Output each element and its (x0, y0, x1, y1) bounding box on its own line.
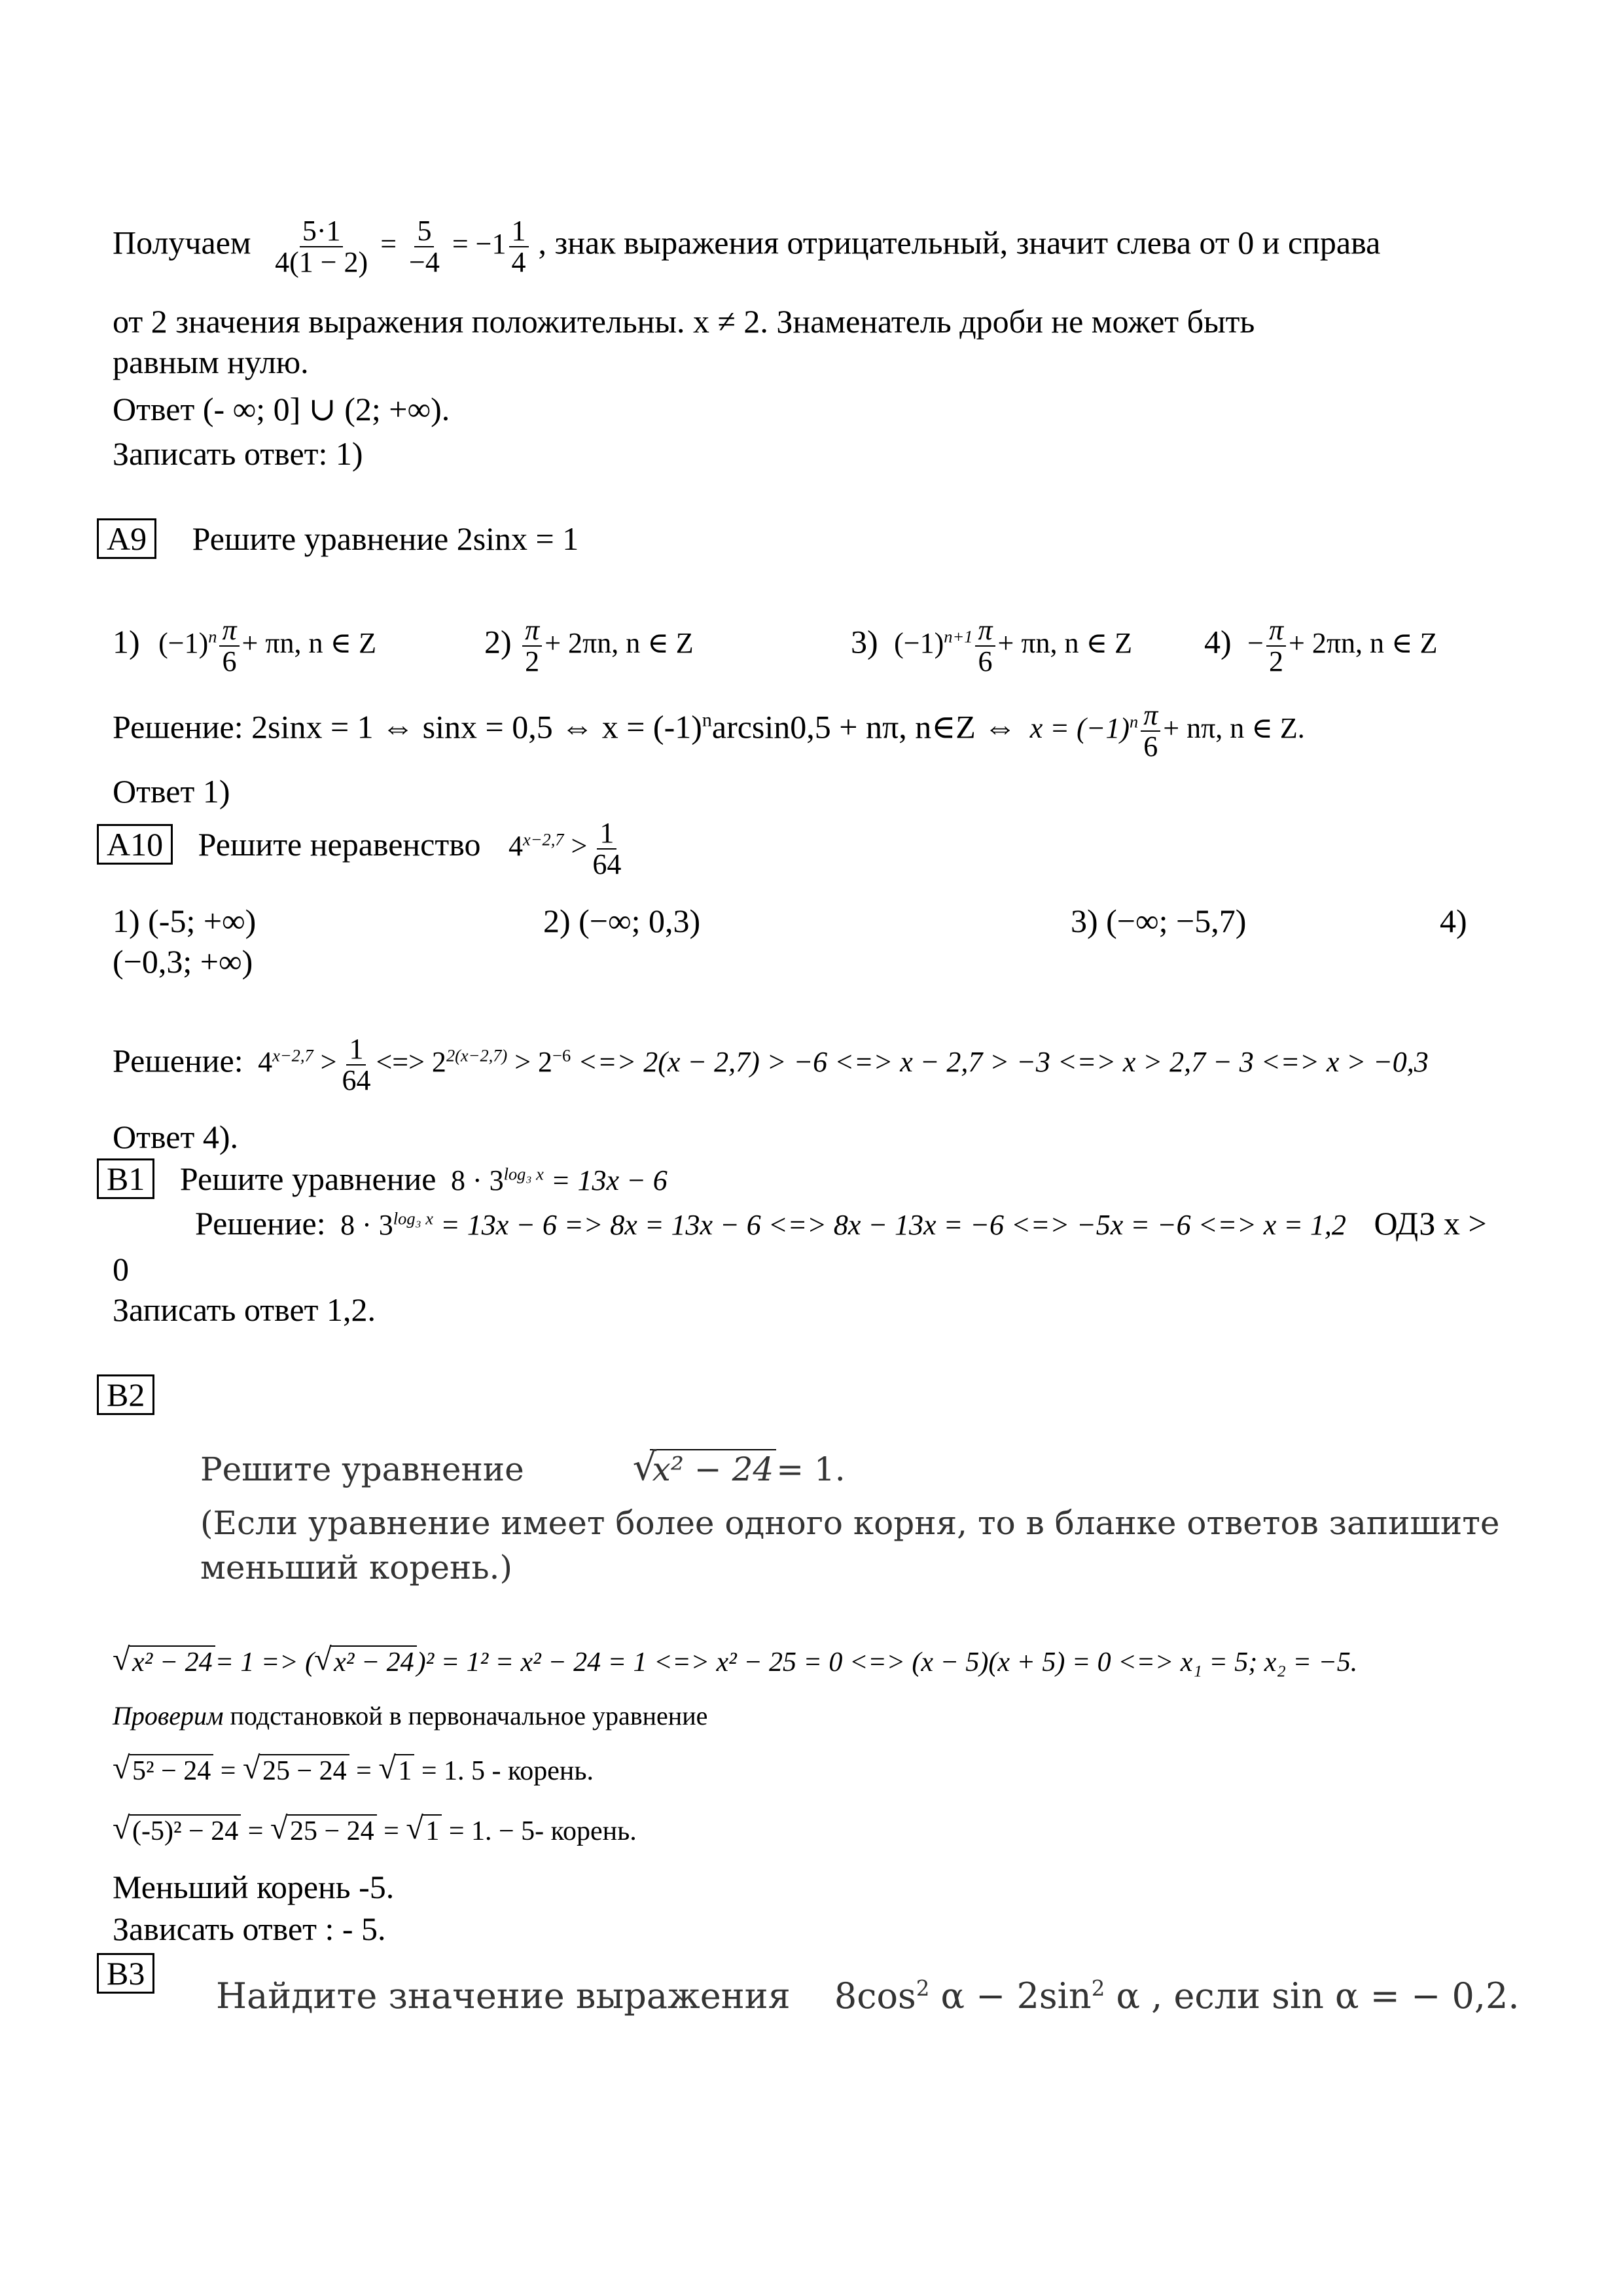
a9-label: А9 (97, 518, 156, 559)
a9-solution: Решение: 2sinx = 1 ⇔ sinx = 0,5 ⇔ $x = (-1)^n\arcsin 0,5 + n\pi$, n∈Z ⇔ $x = (-1)^n$ $\frac{\pi}{6}$ + nπ, n ∈ Z. (113, 699, 1305, 763)
b1-write-answer: Записать ответ 1,2. (113, 1291, 376, 1328)
b2-task-line: Решите уравнение √ x² − 24= 1. (200, 1449, 846, 1488)
intro-line: Получаем $\frac{5\cdot 1}{4(1 - 2)}$ = $\frac{5}{-4}$ = −1 $\frac{1}{4}$ , знак выражения отрицательный, значит слева от 0 и справа (113, 215, 1381, 279)
a9-answer: Ответ 1) (113, 773, 230, 810)
intro-tail: , знак выражения отрицательный, значит слева от 0 и справа (538, 224, 1381, 261)
b2-check-2: √ (-5)² − 24 = √ 25 − 24 = √ 1 = 1. − 5- корень. (113, 1814, 637, 1847)
a10-option-3: 3) (−∞; −5,7) (1071, 903, 1247, 939)
fraction-2: $\frac{5}{-4}$ (409, 215, 440, 279)
a9-section (97, 518, 579, 559)
b2-smaller-root: Меньший корень -5. (113, 1869, 395, 1905)
b1-solution: Решение: $8 \cdot 3^{log_3 x} = 13x - 6 => 8x = 13x - 6$ <=> 8x − 13x = −6 <=> −5x = −6 <=> x = 1,2 ОДЗ x > (195, 1205, 1487, 1242)
b1-section: В1 Решите уравнение $8 \cdot 3^{log_3 x} = 13x - 6$ (97, 1158, 668, 1199)
b2-check-line: Проверим подстановкой в первоначальное уравнение (113, 1701, 708, 1731)
b2-label: В2 (97, 1374, 154, 1415)
top-answer: Ответ (- ∞; 0] ∪ (2; +∞). (113, 391, 450, 427)
b1-odz-cont: 0 (113, 1251, 129, 1287)
intro-line-2: от 2 значения выражения положительны. x ≠ 2. Знаменатель дроби не может быть (113, 303, 1255, 340)
a10-option-4-cont: (−0,3; +∞) (113, 943, 253, 980)
b2-note-1: (Если уравнение имеет более одного корня, то в бланке ответов запишите (200, 1504, 1500, 1542)
a10-label: А10 (97, 824, 173, 865)
a10-task: Решите неравенство (198, 826, 481, 863)
intro-line-3: равным нулю. (113, 344, 309, 380)
a10-option-1: 1) (-5; +∞) (113, 903, 257, 939)
a9-task: Решите уравнение 2sinx = 1 (192, 520, 579, 557)
intro-lead: Получаем (113, 224, 251, 261)
fraction-3: $\frac{1}{4}$ (509, 216, 529, 278)
b2-note-2: меньший корень.) (200, 1549, 512, 1587)
b2-solution-line: √ x² − 24= 1 => (√ x² − 24)² = 1² = x² − 24 = 1 <=> x² − 25 = 0 <=> (x − 5)(x + 5) = 0 <=> x₁ = 5; x₂ = −5. (113, 1645, 1357, 1678)
b1-task: Решите уравнение (179, 1160, 437, 1197)
b2-write-answer: Зависать ответ : - 5. (113, 1910, 386, 1947)
top-write-answer: Записать ответ: 1) (113, 435, 363, 472)
b3-task-line: Найдите значение выражения $8\cos^2$ $\alpha - 2\sin^2$ α , если sin α = − 0,2. (216, 1975, 1520, 2017)
a9-option-2: 2) $\frac{\pi}{2}$ + 2πn, n ∈ Z (484, 614, 694, 678)
fraction-1: $\frac{5\cdot 1}{4(1 - 2)}$ (275, 215, 368, 279)
b2-check-1: √ 5² − 24 = √ 25 − 24 = √ 1 = 1. 5 - корень. (113, 1754, 594, 1787)
b3-section (97, 1953, 154, 1994)
a10-answer: Ответ 4). (113, 1119, 238, 1155)
a10-option-2: 2) (−∞; 0,3) (543, 903, 701, 939)
b1-label: В1 (97, 1158, 154, 1199)
a10-option-4: 4) (1440, 903, 1467, 939)
a10-section: А10 Решите неравенство $4^{x-2,7}$ > $\frac{1}{64}$ (97, 818, 626, 880)
b2-section (97, 1374, 154, 1415)
a9-option-3: 3) $(-1)^{n+1}$ $\frac{\pi}{6}$ + πn, n ∈ Z (851, 614, 1133, 678)
a10-solution: Решение: $4^{x-2,7}$ > $\frac{1}{64}$ <=> $2^{2(x-2,7)} > 2^{-6}$ <=> 2(x − 2,7) > −6 <=> x − 2,7 > −3 <=> x > 2,7 − 3 <=> x > −0,3 (113, 1033, 1429, 1097)
b3-label: В3 (97, 1953, 154, 1994)
a9-option-1: 1) $(-1)^n$ $\frac{\pi}{6}$ + πn, n ∈ Z (113, 614, 377, 678)
a9-option-4: 4) − $\frac{\pi}{2}$ + 2πn, n ∈ Z (1204, 614, 1438, 678)
